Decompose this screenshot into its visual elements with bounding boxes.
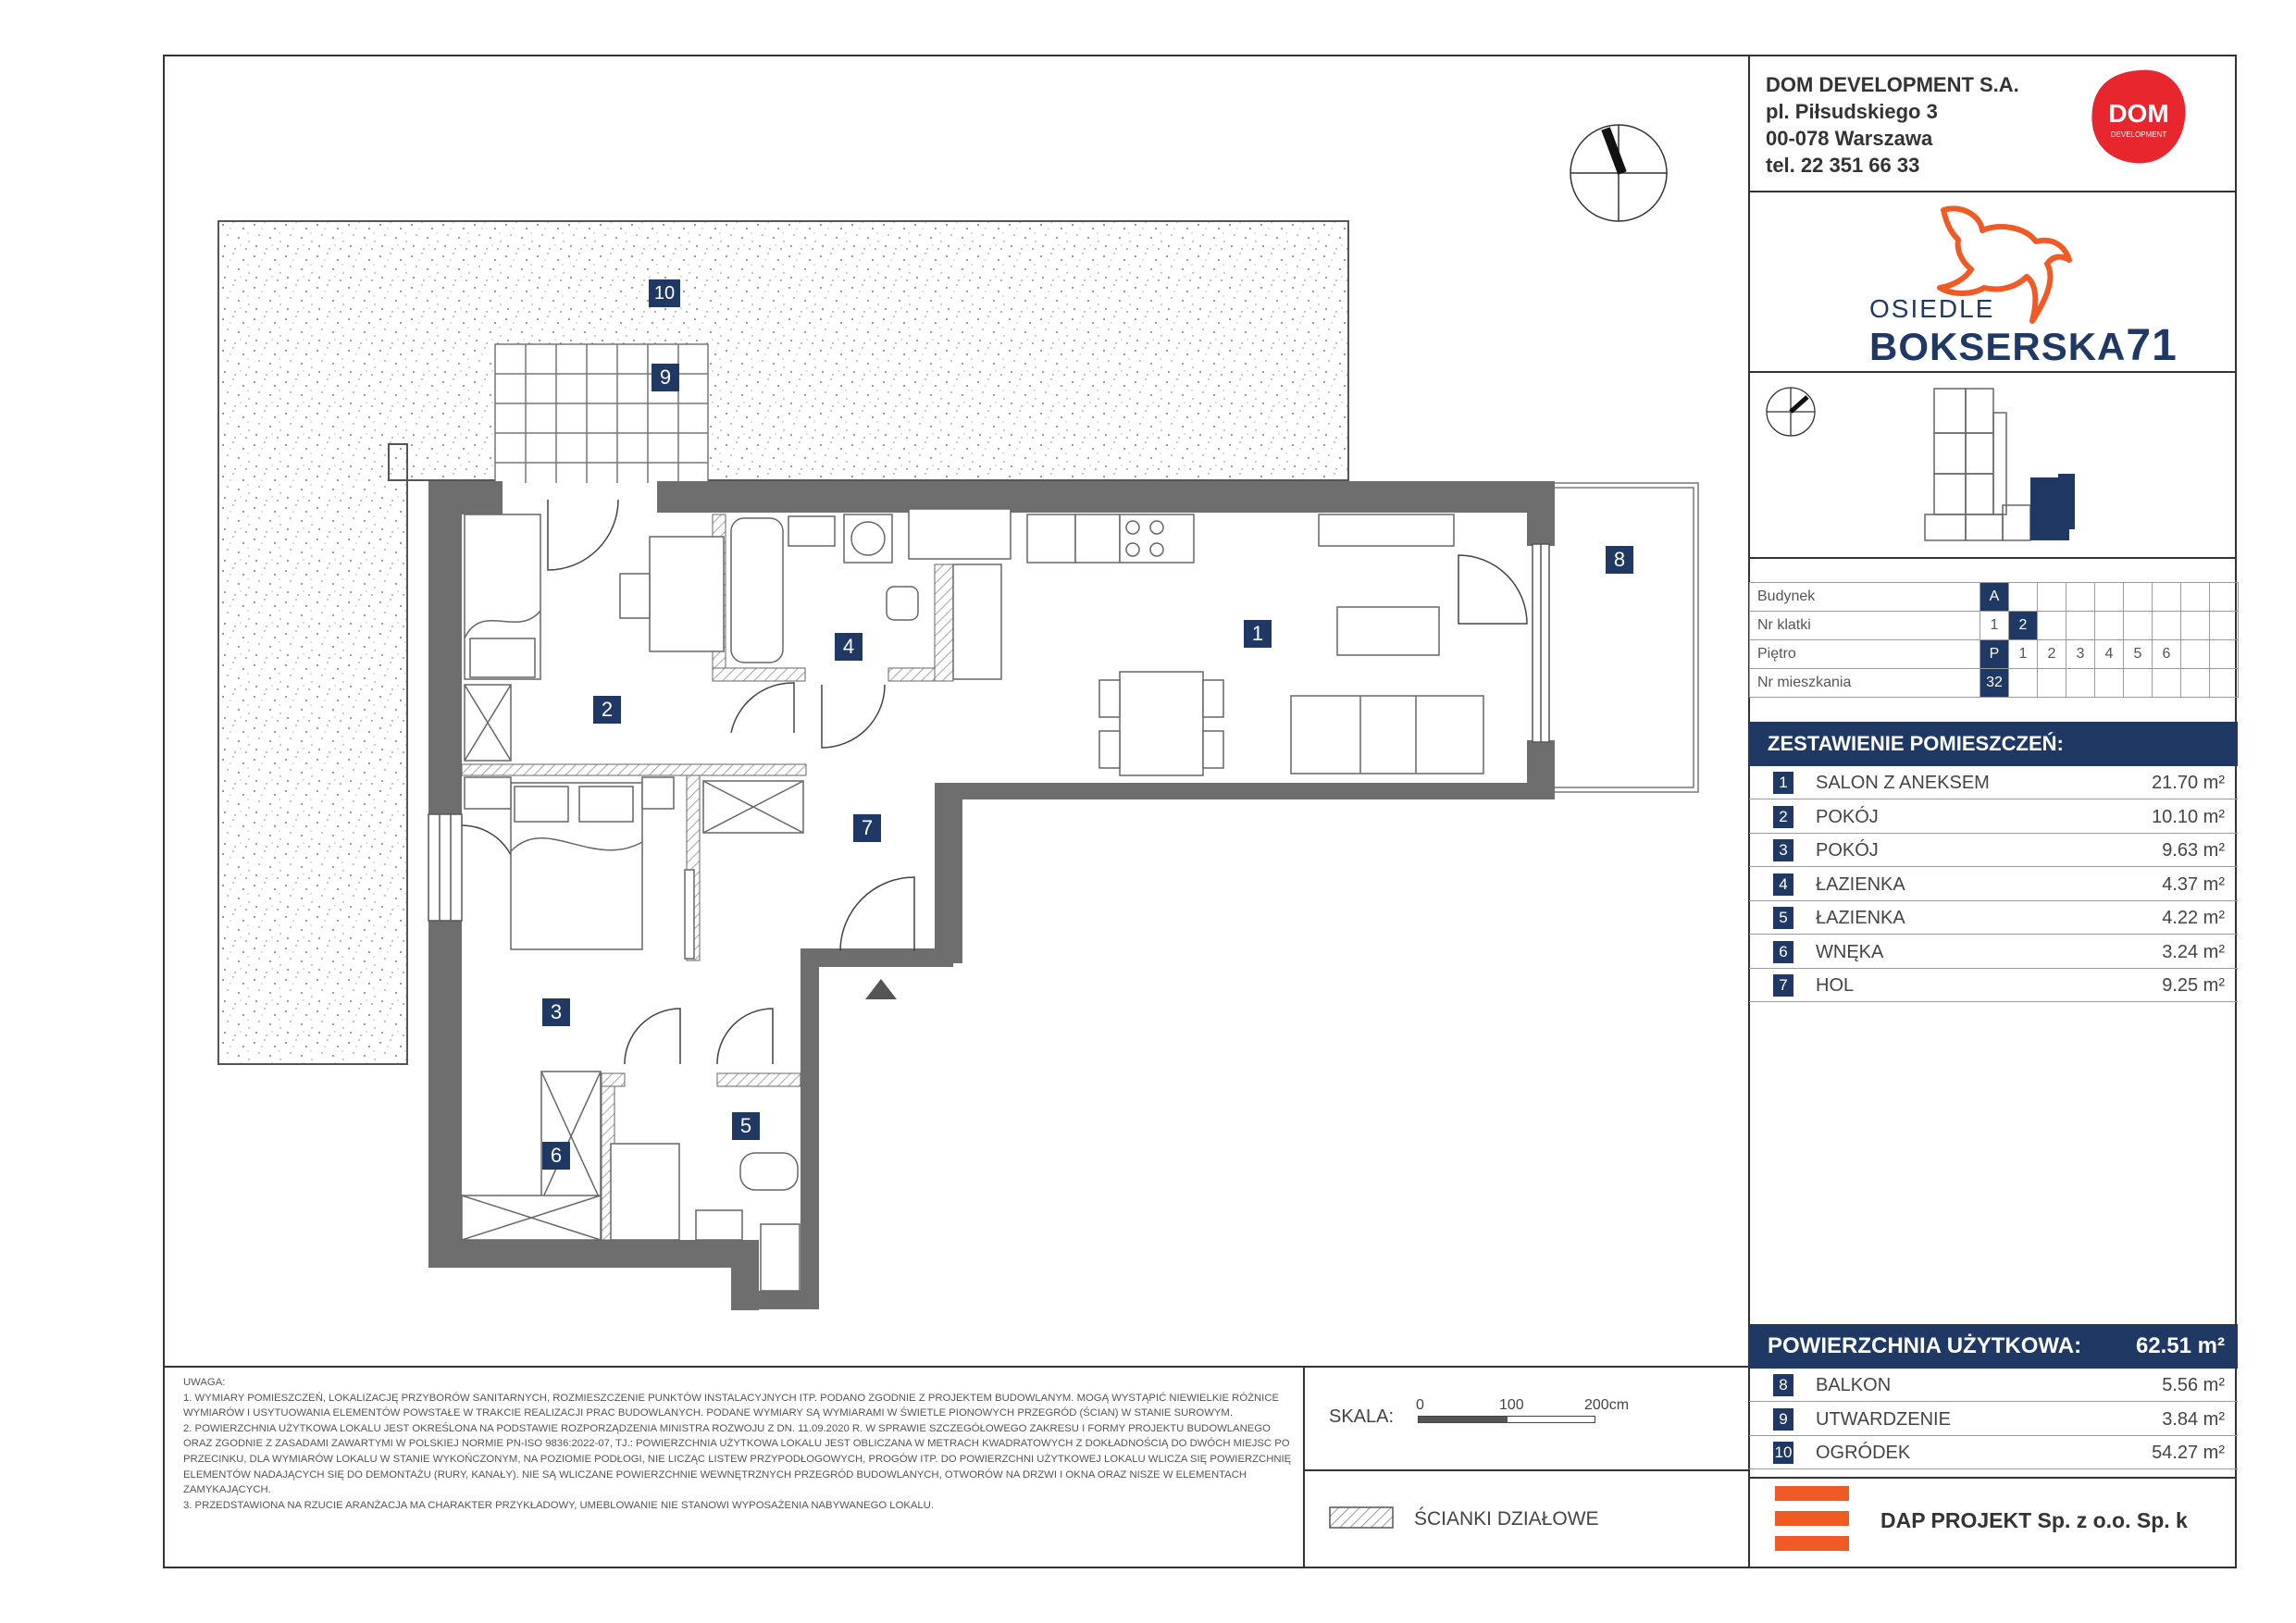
info-cell: 6 (2153, 640, 2181, 669)
info-cell (2009, 583, 2038, 612)
partition-hatch-swatch (1329, 1506, 1394, 1529)
room-number-badge: 10 (1773, 1442, 1793, 1464)
plan-label-9: 9 (652, 364, 679, 391)
scale-tick-0: 0 (1416, 1397, 1424, 1413)
entrance-marker-icon (865, 979, 897, 999)
plan-label-7: 7 (853, 814, 881, 842)
company-name: DOM DEVELOPMENT S.A. (1766, 73, 2019, 96)
company-address (1766, 71, 2019, 179)
info-cell (2210, 640, 2239, 669)
project-number: 71 (2126, 321, 2178, 370)
info-cell (2181, 612, 2210, 640)
divider-scale (1303, 1366, 1305, 1568)
info-cell: 32 (1980, 669, 2009, 698)
info-cell (2210, 612, 2239, 640)
info-cell (2009, 669, 2038, 698)
divider-keyplan (1748, 557, 2237, 559)
total-area-header (1749, 1324, 2238, 1369)
info-cell (2095, 583, 2124, 612)
info-cell (2181, 640, 2210, 669)
scale-bar (1418, 1416, 1595, 1423)
dom-development-logo (2087, 67, 2191, 168)
plan-label-5: 5 (732, 1112, 760, 1140)
info-row-label: Nr mieszkania (1750, 669, 1980, 698)
info-cell (2153, 583, 2181, 612)
room-name: BALKON (1816, 1375, 1892, 1395)
info-cell: 1 (1980, 612, 2009, 640)
plan-label-4: 4 (835, 633, 863, 661)
divider-legend (1303, 1469, 1749, 1471)
notes-block (183, 1375, 1294, 1513)
notes-title: UWAGA: (183, 1377, 226, 1388)
info-row-label: Nr klatki (1750, 612, 1980, 640)
room-row (1749, 969, 2238, 1002)
divider-project (1748, 371, 2237, 373)
info-cell (2095, 612, 2124, 640)
plan-label-6: 6 (542, 1142, 570, 1170)
company-phone: tel. 22 351 66 33 (1766, 154, 1920, 177)
note-item-2: 2. POWIERZCHNIA UŻYTKOWA LOKALU JEST OKREŚLONA NA PODSTAWIE ROZPORZĄDZENIA MINISTRA ROZWOJU Z DN. 11.09.2020 R. W SPRAWIE SZCZEGÓŁOWEGO ZAKRESU I FORMY PROJEKTU BUDOWLANEGO ORAZ ZGODNIE Z ZASADAMI ZAWARTYMI W POLSKIEJ NORMIE PN-ISO 9836:2022-07, TJ.: POWIERZCHNIA UŻYTKOWA LOKALU JEST OBLICZANA W METRACH KWADRATOWYCH Z DOKŁADNOŚCIĄ DO DWÓCH MIEJSC PO PRZECINKU, DLA WYMIARÓW LOKALU W STANIE WYKOŃCZONYM, NA POZIOMIE PODŁOGI, NIE LICZĄC LISTEW PRZYPODŁOGOWYCH, PROGÓW ITP. DO POWIERZCHNI UŻYTKOWEJ LOKALU WLICZA SIĘ POWIERZCHNIĘ ELEMENTÓW NADAJĄCYCH SIĘ DO DEMONTAŻU (RURY, KANAŁY). NIE SĄ WLICZANE POWIERZCHNIE WEWNĘTRZNYCH PRZEGRÓD BUDOWLANYCH, OTWORÓW NA DRZWI I OKNA ORAZ NISZE W ELEMENTACH ZAMYKAJĄCYCH. (183, 1422, 1292, 1496)
balcony (1541, 483, 1698, 792)
info-cell (2038, 583, 2066, 612)
room-name: WNĘKA (1816, 941, 1884, 962)
info-cell: 4 (2095, 640, 2124, 669)
info-cell (2124, 583, 2153, 612)
info-cell (2210, 669, 2239, 698)
room-area: 3.24 m² (2162, 941, 2225, 962)
info-cell (2038, 612, 2066, 640)
project-name-text: BOKSERSKA (1869, 325, 2127, 368)
designer-name: DAP PROJEKT Sp. z o.o. Sp. k (1880, 1508, 2188, 1532)
plan-label-10: 10 (649, 279, 680, 307)
room-name: POKÓJ (1816, 840, 1879, 861)
logo-text-bottom: DEVELOPMENT (2110, 130, 2167, 139)
room-row (1749, 901, 2238, 935)
room-area: 5.56 m² (2162, 1375, 2225, 1395)
room-area: 9.25 m² (2162, 975, 2225, 996)
room-name: ŁAZIENKA (1816, 908, 1905, 928)
company-city: 00-078 Warszawa (1766, 127, 1933, 150)
info-cell: 5 (2124, 640, 2153, 669)
info-cell: 2 (2009, 612, 2038, 640)
room-area: 9.63 m² (2162, 840, 2225, 861)
plan-label-8: 8 (1606, 546, 1633, 574)
room-number-badge: 1 (1773, 772, 1793, 794)
building-key-plan (1921, 385, 2084, 548)
divider-designer (1748, 1477, 2237, 1479)
rooms-summary-header: ZESTAWIENIE POMIESZCZEŃ: (1749, 722, 2238, 766)
room-name: HOL (1816, 975, 1855, 996)
info-row (1750, 583, 2239, 612)
room-row (1749, 868, 2238, 901)
info-cell (2181, 669, 2210, 698)
scale-label: SKALA: (1329, 1406, 1395, 1427)
info-cell (2095, 669, 2124, 698)
info-cell: 2 (2038, 640, 2066, 669)
info-cell (2181, 583, 2210, 612)
apartment-info-table (1749, 582, 2239, 698)
info-cell: 1 (2009, 640, 2038, 669)
compass-small (1763, 384, 1818, 440)
room-area: 10.10 m² (2152, 806, 2225, 827)
info-cell (2153, 612, 2181, 640)
room-row (1749, 1369, 2238, 1402)
room-name: POKÓJ (1816, 806, 1879, 827)
room-name: ŁAZIENKA (1816, 873, 1905, 895)
info-cell (2124, 612, 2153, 640)
info-cell: P (1980, 640, 2009, 669)
project-name-line2 (1869, 320, 2178, 371)
room-number-badge: 2 (1773, 806, 1793, 828)
plan-label-2: 2 (593, 696, 621, 724)
note-item-1: 1. WYMIARY POMIESZCZEŃ, LOKALIZACJĘ PRZYBORÓW SANITARNYCH, ROZMIESZCZENIE PUNKTÓW INSTALACYJNYCH ITP. PODANO ZGODNIE Z PROJEKTEM BUDOWLANYM. MOGĄ WYSTĄPIĆ NIEWIELKIE RÓŻNICE WYMIARÓW I USYTUOWANIA ELEMENTÓW POWSTAŁE W TRAKCIE REALIZACJI PRAC BUDOWLANYCH. PODANE WYMIARY SĄ WYMIARAMI W ŚWIETLE PIONOWYCH PRZEGRÓD (ŚCIAN) W STANIE SUROWYM. (183, 1392, 1280, 1419)
logo-text-top: DOM (2108, 99, 2169, 128)
plan-label-1: 1 (1244, 620, 1272, 648)
info-row (1750, 612, 2239, 640)
note-item-3: 3. PRZEDSTAWIONA NA RZUCIE ARANŻACJA MA CHARAKTER PRZYKŁADOWY, UMEBLOWANIE NIE STANOWI WYPOSAŻENIA NABYWANEGO LOKALU. (183, 1499, 935, 1511)
info-cell (2153, 669, 2181, 698)
room-area: 21.70 m² (2152, 773, 2225, 793)
project-name-line1: OSIEDLE (1869, 294, 1995, 323)
room-area: 4.37 m² (2162, 873, 2225, 895)
scale-bar-fill (1419, 1417, 1508, 1422)
info-cell: A (1980, 583, 2009, 612)
info-row-label: Piętro (1750, 640, 1980, 669)
divider-company (1748, 191, 2237, 192)
info-row (1750, 669, 2239, 698)
info-cell (2124, 669, 2153, 698)
info-table-body (1750, 583, 2239, 698)
room-row (1749, 1403, 2238, 1436)
room-area: 3.84 m² (2162, 1408, 2225, 1430)
room-number-badge: 5 (1773, 907, 1793, 929)
divider-notes (163, 1366, 1749, 1368)
company-street: pl. Piłsudskiego 3 (1766, 100, 1938, 123)
room-number-badge: 3 (1773, 839, 1793, 861)
total-area-value: 62.51 m² (2135, 1333, 2225, 1358)
info-cell: 3 (2066, 640, 2095, 669)
room-number-badge: 9 (1773, 1408, 1793, 1431)
room-area: 54.27 m² (2152, 1443, 2225, 1463)
info-cell (2066, 612, 2095, 640)
room-area: 4.22 m² (2162, 908, 2225, 928)
total-area-label: POWIERZCHNIA UŻYTKOWA: (1768, 1333, 2082, 1358)
room-row (1749, 766, 2238, 799)
info-cell (2066, 669, 2095, 698)
info-cell (2210, 583, 2239, 612)
room-row (1749, 834, 2238, 867)
room-row (1749, 800, 2238, 834)
room-row (1749, 935, 2238, 969)
room-name: OGRÓDEK (1816, 1443, 1911, 1463)
room-name: SALON Z ANEKSEM (1816, 773, 1990, 793)
room-number-badge: 7 (1773, 974, 1793, 997)
room-number-badge: 8 (1773, 1374, 1793, 1396)
plan-label-3: 3 (542, 998, 570, 1026)
scale-tick-100: 100 (1499, 1397, 1524, 1413)
info-cell (2038, 669, 2066, 698)
room-number-badge: 4 (1773, 873, 1793, 896)
info-row (1750, 640, 2239, 669)
room-name: UTWARDZENIE (1816, 1408, 1951, 1430)
room-row (1749, 1436, 2238, 1469)
info-cell (2066, 583, 2095, 612)
dap-projekt-logo (1775, 1486, 1849, 1551)
legend-partition-walls: ŚCIANKI DZIAŁOWE (1414, 1508, 1599, 1530)
info-row-label: Budynek (1750, 583, 1980, 612)
room-number-badge: 6 (1773, 941, 1793, 963)
scale-tick-200: 200cm (1584, 1397, 1630, 1413)
